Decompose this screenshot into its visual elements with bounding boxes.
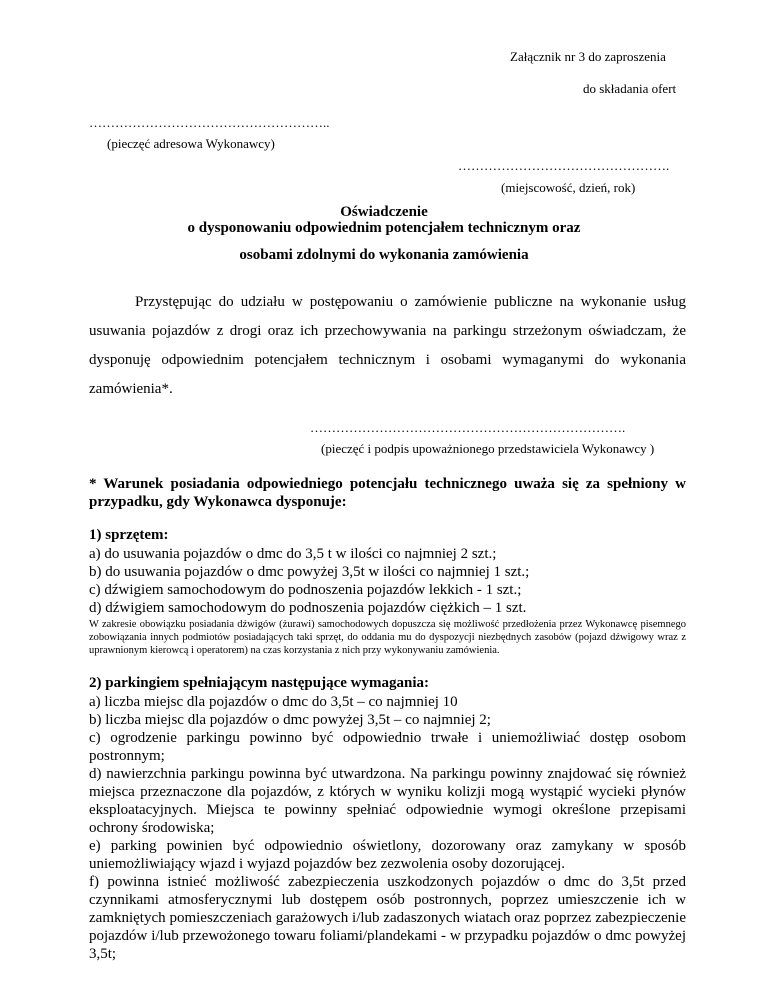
document-title: Oświadczenie xyxy=(340,204,428,220)
list-item: c) ogrodzenie parkingu powinno być odpowiednio trwałe i uniemożliwiać dostęp osobom postronnym; xyxy=(89,730,686,764)
parking-heading: 2) parkingiem spełniającym następujące wymagania: xyxy=(89,675,429,691)
list-item: f) powinna istnieć możliwość zabezpieczenia uszkodzonych pojazdów o dmc do 3,5t przed czynnikami atmosferycznymi lub dostępem osób postronnych, poprzez umieszczenie ich w zamkniętych pomieszczeniach garażowych i/lub zadaszonych wiatach oraz poprzez zabezpieczenie pojazdów i/lub przewożonego towaru foliami/plandekami - w przypadku pojazdów o dmc powyżej 3,5t; xyxy=(89,874,686,962)
document-subtitle-line2: osobami zdolnymi do wykonania zamówienia xyxy=(239,247,529,263)
attachment-label-continued: do składania ofert xyxy=(583,81,677,96)
parking-list xyxy=(89,693,686,963)
equipment-list xyxy=(89,545,686,617)
stamp-caption: (pieczęć adresowa Wykonawcy) xyxy=(107,136,275,151)
list-item: b) liczba miejsc dla pojazdów o dmc powyżej 3,5t – co najmniej 2; xyxy=(89,712,491,728)
list-item: e) parking powinien być odpowiednio oświetlony, dozorowany oraz zamykany w sposób uniemożliwiający wjazd i wyjazd pojazdów bez zezwolenia osoby dozorującej. xyxy=(89,838,686,872)
list-item: d) nawierzchnia parkingu powinna być utwardzona. Na parkingu powinny znajdować się również miejsca przeznaczone dla pojazdów, z których w wyniku kolizji mogą wystąpić wycieki płynów eksploatacyjnych. Miejsca te powinny spełniać odpowiednie wymogi określone przepisami ochrony środowiska; xyxy=(89,766,686,836)
signature-dotted-line: ………………………………………………………………. xyxy=(310,420,626,435)
place-date-caption: (miejscowość, dzień, rok) xyxy=(501,180,636,195)
condition-heading: * Warunek posiadania odpowiedniego potencjału technicznego uważa się za spełniony w przypadku, gdy Wykonawca dysponuje: xyxy=(89,476,686,510)
attachment-label: Załącznik nr 3 do zaproszenia xyxy=(510,49,666,64)
list-item: a) liczba miejsc dla pojazdów o dmc do 3,5t – co najmniej 10 xyxy=(89,694,458,710)
document-subtitle-line1: o dysponowaniu odpowiednim potencjałem technicznym oraz xyxy=(187,220,581,236)
list-item: c) dźwigiem samochodowym do podnoszenia pojazdów lekkich - 1 szt.; xyxy=(89,582,522,598)
equipment-note: W zakresie obowiązku posiadania dźwigów (żurawi) samochodowych dopuszcza się możliwość przedłożenia przez Wykonawcę pisemnego zobowiązania innych podmiotów posiadających taki sprzęt, do oddania mu do dyspozycji niezbędnych zasobów (pojazd dźwigowy wraz z uprawnionym kierowcą i operatorem) na czas korzystania z nich przy wykonywaniu zamówienia. xyxy=(89,619,686,656)
list-item: b) do usuwania pojazdów o dmc powyżej 3,5t w ilości co najmniej 1 szt.; xyxy=(89,564,530,580)
stamp-dotted-line: ……………………………………………….. xyxy=(89,115,330,130)
place-date-dotted-line: …………………………………………. xyxy=(458,158,670,173)
equipment-heading: 1) sprzętem: xyxy=(89,527,169,543)
declaration-paragraph: Przystępując do udziału w postępowaniu o zamówienie publiczne na wykonanie usług usuwania pojazdów z drogi oraz ich przechowywania na parkingu strzeżonym oświadczam, że dysponuję odpowiednim potencjałem technicznym i osobami wymaganymi do wykonania zamówienia*. xyxy=(89,294,686,397)
list-item: d) dźwigiem samochodowym do podnoszenia pojazdów ciężkich – 1 szt. xyxy=(89,600,527,616)
signature-caption: (pieczęć i podpis upoważnionego przedstawiciela Wykonawcy ) xyxy=(321,441,655,456)
list-item: a) do usuwania pojazdów o dmc do 3,5 t w ilości co najmniej 2 szt.; xyxy=(89,546,497,562)
